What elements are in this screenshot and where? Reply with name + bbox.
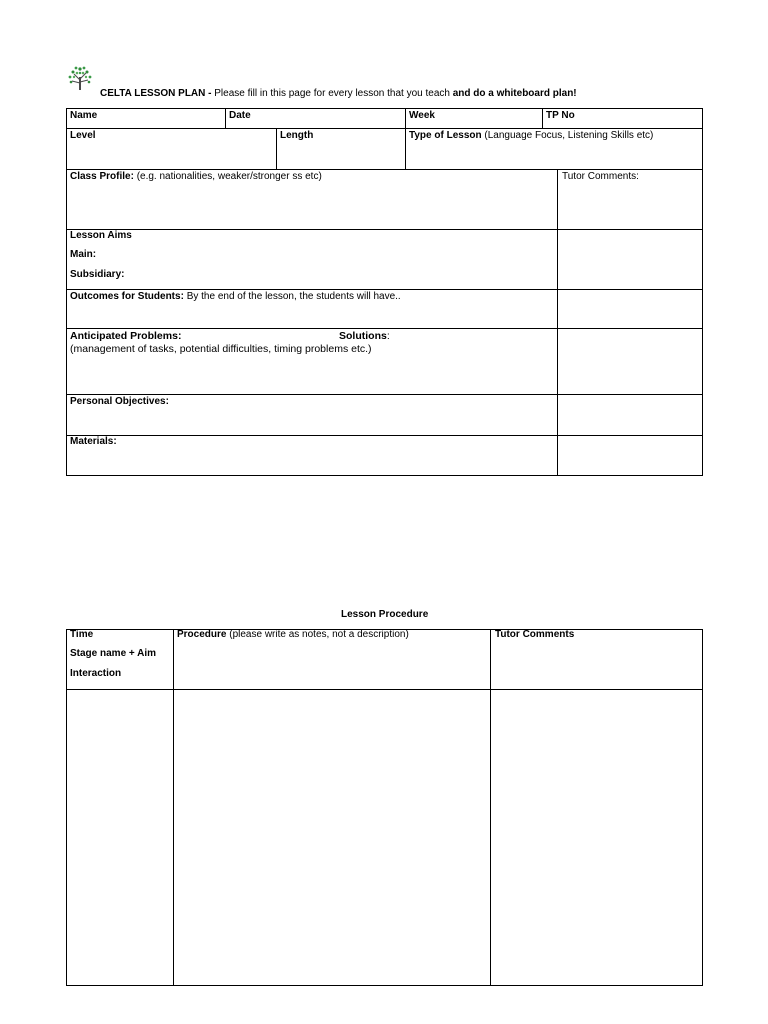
lesson-aims-label: Lesson Aims (70, 230, 132, 241)
date-label: Date (229, 110, 251, 121)
name-label: Name (70, 110, 98, 121)
level-label: Level (70, 130, 96, 141)
type-of-lesson-cell (409, 130, 653, 142)
anticipated-problems-label: Anticipated Problems: (70, 330, 182, 342)
class-profile-hint: (e.g. nationalities, weaker/stronger ss etc) (136, 171, 322, 182)
solutions-colon: : (386, 330, 390, 342)
personal-objectives-label: Personal Objectives: (70, 396, 169, 407)
subsidiary-aim-label: Subsidiary: (70, 269, 125, 280)
interaction-label: Interaction (70, 668, 122, 679)
solutions-cell (339, 330, 390, 342)
outcomes-cell (70, 291, 401, 303)
outcomes-hint: By the end of the lesson, the students will have.. (186, 291, 401, 302)
outcomes-label: Outcomes for Students: (70, 291, 184, 302)
procedure-label: Procedure (177, 629, 227, 640)
type-of-lesson-hint: (Language Focus, Listening Skills etc) (484, 130, 654, 141)
main-aim-label: Main: (70, 249, 97, 260)
class-profile-cell (70, 171, 322, 183)
header-line (100, 88, 577, 100)
procedure-hint: (please write as notes, not a description) (229, 629, 409, 640)
stage-aim-label: Stage name + Aim (70, 648, 157, 659)
solutions-label: Solutions (339, 330, 387, 342)
celta-tree-logo-icon (66, 64, 94, 92)
type-of-lesson-label: Type of Lesson (409, 130, 482, 141)
header-instruction-bold: and do a whiteboard plan! (452, 88, 577, 99)
class-profile-label: Class Profile: (70, 171, 134, 182)
procedure-header-cell (177, 629, 409, 641)
procedure-tutor-comments-label: Tutor Comments (495, 629, 575, 640)
problems-hint: (management of tasks, potential difficulties, timing problems etc.) (70, 343, 372, 355)
tutor-comments-label: Tutor Comments: (562, 171, 639, 182)
tp-no-label: TP No (546, 110, 575, 121)
materials-label: Materials: (70, 436, 117, 447)
header-title: CELTA LESSON PLAN - (100, 88, 212, 99)
length-label: Length (280, 130, 314, 141)
week-label: Week (409, 110, 435, 121)
lesson-procedure-heading: Lesson Procedure (341, 609, 429, 620)
header-instruction: Please fill in this page for every lesson that you teach (214, 88, 450, 99)
time-label: Time (70, 629, 94, 640)
